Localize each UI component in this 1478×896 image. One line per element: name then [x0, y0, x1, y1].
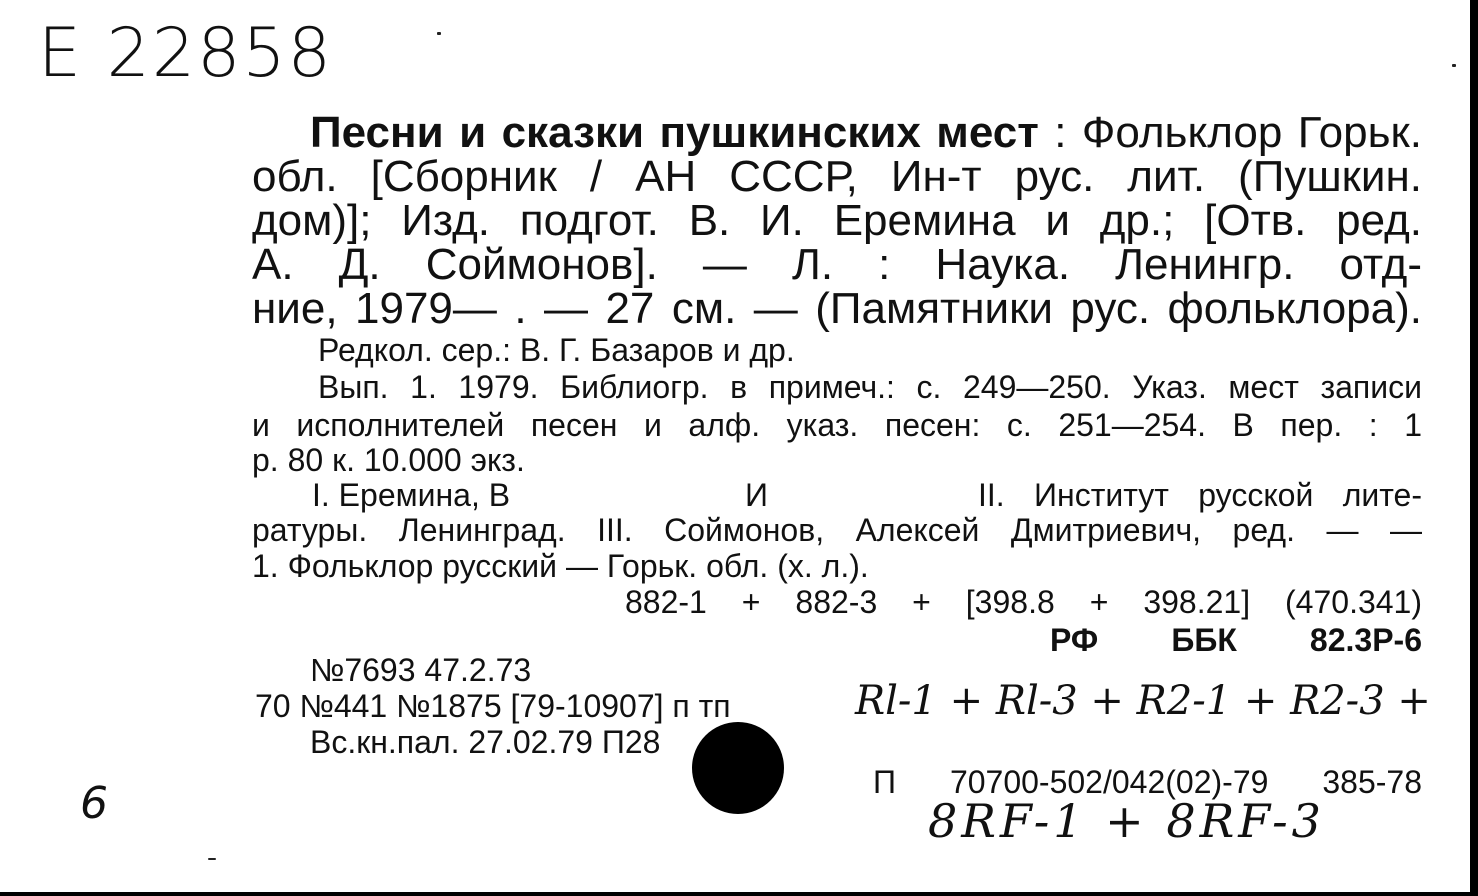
punch-hole: [692, 722, 784, 814]
subject-heading: 1. Фольклор русский — Горьк. обл. (х. л.).: [252, 548, 869, 584]
price-code: П 70700-502/042(02)-79 385-78: [873, 764, 1422, 800]
title-entry-line: обл. [Сборник / АН СССР, Ин-т рус. лит. (Пушкин.: [252, 152, 1422, 201]
title-entry-line: А. Д. Соймонов]. — Л. : Наука. Ленингр. отд-: [252, 240, 1422, 289]
tracing-institute: II. Институт русской лите-: [978, 477, 1422, 513]
card-border-bottom: [0, 892, 1478, 896]
title-entry-line: дом)]; Изд. подгот. В. И. Еремина и др.; [Отв. ред.: [252, 196, 1422, 245]
issue-note-line: Вып. 1. 1979. Библиогр. в примеч.: с. 249—250. Указ. мест записи: [318, 369, 1422, 405]
handwritten-mark: 6: [80, 778, 108, 829]
handwritten-codes: Rl-1 + Rl-3 + R2-1 + R2-3 +: [855, 678, 1431, 724]
registration-number: №7693 47.2.73: [310, 652, 532, 688]
card-number: E 22858: [38, 14, 333, 93]
book-chamber-stamp: Вс.кн.пал. 27.02.79 П28: [310, 724, 661, 760]
ink-speck: [1452, 64, 1456, 67]
series-editors: Редкол. сер.: В. Г. Базаров и др.: [318, 332, 795, 368]
ink-speck: [437, 32, 441, 35]
tracing-initial: И: [745, 477, 768, 513]
tracing-line: ратуры. Ленинград. III. Соймонов, Алексей Дмитриевич, ред. — —: [252, 512, 1422, 548]
tracing-author: I. Еремина, В: [312, 477, 511, 513]
registration-line: 70 №441 №1875 [79-10907] п тп: [255, 688, 731, 724]
classification-numbers: 882-1 + 882-3 + [398.8 + 398.21] (470.341): [625, 584, 1422, 620]
ink-speck: [208, 858, 216, 860]
card-border-right: [1470, 0, 1478, 896]
bbk-index: РФ ББК 82.3Р-6: [1050, 622, 1422, 658]
issue-note-line: р. 80 к. 10.000 экз.: [252, 442, 525, 478]
handwritten-codes: 8RF-1 + 8RF-3: [928, 794, 1325, 848]
title-subtitle: : Фольклор Горьк.: [1038, 108, 1423, 157]
title-bold: Песни и сказки пушкинских мест: [310, 108, 1039, 157]
title-entry-line: [310, 108, 1423, 157]
issue-note-line: и исполнителей песен и алф. указ. песен: с. 251—254. В пер. : 1: [252, 407, 1422, 443]
title-entry-line: ние, 1979— . — 27 см. — (Памятники рус. фольклора).: [252, 284, 1422, 333]
